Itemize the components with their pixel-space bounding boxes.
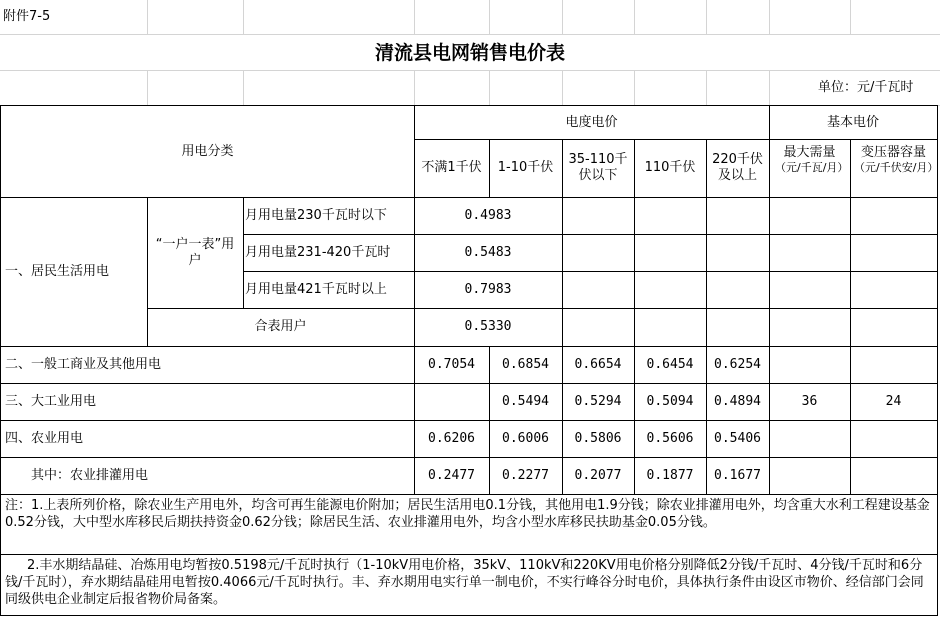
- empty-cell: [850, 197, 938, 235]
- row-irrigation-v5: 0.1677: [706, 457, 770, 495]
- max-demand-unit: （元/千瓦/月）: [775, 161, 849, 174]
- gridline: [489, 70, 490, 106]
- row-commercial-v1: 0.7054: [414, 346, 490, 384]
- empty-cell: [769, 234, 851, 272]
- row-commercial-v2: 0.6854: [489, 346, 563, 384]
- row-agriculture-demand: [769, 420, 851, 458]
- row-commercial-capacity: [850, 346, 938, 384]
- row-irrigation-v2: 0.2277: [489, 457, 563, 495]
- row-agriculture-v1: 0.6206: [414, 420, 490, 458]
- empty-cell: [562, 234, 635, 272]
- category-header: 用电分类: [0, 105, 415, 198]
- row-industry-demand: 36: [769, 383, 851, 421]
- empty-cell: [769, 308, 851, 347]
- shared-meter-price: 0.5330: [414, 308, 563, 347]
- gridline: [769, 0, 770, 35]
- row-industry-v1: [414, 383, 490, 421]
- row-agriculture-label: 四、农业用电: [0, 420, 415, 458]
- row-commercial-v4: 0.6454: [634, 346, 707, 384]
- row-industry-v3: 0.5294: [562, 383, 635, 421]
- empty-cell: [634, 197, 707, 235]
- household-label: “一户一表”用户: [147, 197, 244, 309]
- gridline: [414, 70, 415, 106]
- row-commercial-label: 二、一般工商业及其他用电: [0, 346, 415, 384]
- row-commercial-v5: 0.6254: [706, 346, 770, 384]
- gridline: [489, 0, 490, 35]
- empty-cell: [850, 271, 938, 309]
- shared-meter-label: 合表用户: [147, 308, 415, 347]
- gridline: [706, 0, 707, 35]
- gridline: [243, 0, 244, 35]
- row-agriculture-v3: 0.5806: [562, 420, 635, 458]
- gridline: [562, 70, 563, 106]
- gridline: [562, 0, 563, 35]
- transformer-label: 变压器容量: [860, 145, 926, 160]
- row-industry-capacity: 24: [850, 383, 938, 421]
- empty-cell: [634, 271, 707, 309]
- transformer-unit: （元/千伏安/月）: [854, 161, 939, 174]
- empty-cell: [562, 308, 635, 347]
- row-agriculture-v2: 0.6006: [489, 420, 563, 458]
- empty-cell: [706, 271, 770, 309]
- volt-lt1-header: 不满1千伏: [414, 139, 490, 198]
- gridline: [634, 70, 635, 106]
- empty-cell: [562, 197, 635, 235]
- row-irrigation-capacity: [850, 457, 938, 495]
- row-irrigation-label: 其中：农业排灌用电: [0, 457, 415, 495]
- unit-label: 单位：元/千瓦时: [818, 80, 914, 95]
- tier2-price: 0.5483: [414, 234, 563, 272]
- row-agriculture-capacity: [850, 420, 938, 458]
- gridline: [147, 70, 148, 106]
- row-agriculture-v4: 0.5606: [634, 420, 707, 458]
- empty-cell: [769, 271, 851, 309]
- empty-cell: [706, 308, 770, 347]
- tier2-label: 月用电量231-420千瓦时: [243, 234, 415, 272]
- empty-cell: [850, 308, 938, 347]
- note-2: 2.丰水期结晶硅、冶炼用电均暂按0.5198元/千瓦时执行（1-10kV用电价格，35kV、110kV和220KV用电价格分别降低2分钱/千瓦时、4分钱/千瓦时和6分钱/千瓦时），弃水期结晶硅用电暂按0.4066元/千瓦时执行。丰、弃水期用电实行单一制电价，不实行峰谷分时电价，具体执行条件由设区市物价、经信部门会同同级供电企业制定后报省物价局备案。: [0, 554, 938, 616]
- volt-1-10-header: 1-10千伏: [489, 139, 563, 198]
- volt-35-110-header: 35-110千伏以下: [562, 139, 635, 198]
- row-industry-label: 三、大工业用电: [0, 383, 415, 421]
- empty-cell: [706, 197, 770, 235]
- page-title: 清流县电网销售电价表: [374, 41, 565, 64]
- basic-price-header: 基本电价: [769, 105, 938, 140]
- kwh-price-header: 电度电价: [414, 105, 770, 140]
- tier1-price: 0.4983: [414, 197, 563, 235]
- row-irrigation-v3: 0.2077: [562, 457, 635, 495]
- max-demand-label: 最大需量: [783, 145, 836, 160]
- residential-label: 一、居民生活用电: [0, 197, 148, 347]
- row-irrigation-demand: [769, 457, 851, 495]
- gridline: [414, 0, 415, 35]
- gridline: [634, 0, 635, 35]
- empty-cell: [634, 234, 707, 272]
- tier3-label: 月用电量421千瓦时以上: [243, 271, 415, 309]
- note-1: 注：1.上表所列价格，除农业生产用电外，均含可再生能源电价附加；居民生活用电0.1分钱，其他用电1.9分钱；除农业排灌用电外，均含重大水利工程建设基金0.52分钱，大中型水库移民后期扶持资金0.62分钱；除居民生活、农业排灌用电外，均含小型水库移民扶助基金0.05分钱。: [0, 494, 938, 555]
- empty-cell: [769, 197, 851, 235]
- tier3-price: 0.7983: [414, 271, 563, 309]
- row-commercial-demand: [769, 346, 851, 384]
- empty-cell: [850, 234, 938, 272]
- volt-110-header: 110千伏: [634, 139, 707, 198]
- gridline: [706, 70, 707, 106]
- row-industry-v4: 0.5094: [634, 383, 707, 421]
- gridline: [243, 70, 244, 106]
- empty-cell: [706, 234, 770, 272]
- volt-220-header: 220千伏及以上: [706, 139, 770, 198]
- gridline: [0, 70, 940, 71]
- row-industry-v2: 0.5494: [489, 383, 563, 421]
- row-irrigation-v4: 0.1877: [634, 457, 707, 495]
- transformer-header: [850, 139, 938, 198]
- gridline: [850, 0, 851, 35]
- gridline: [147, 0, 148, 35]
- row-commercial-v3: 0.6654: [562, 346, 635, 384]
- gridline: [769, 70, 770, 106]
- attachment-label: 附件7-5: [3, 9, 51, 24]
- row-irrigation-v1: 0.2477: [414, 457, 490, 495]
- empty-cell: [634, 308, 707, 347]
- max-demand-header: [769, 139, 851, 198]
- tier1-label: 月用电量230千瓦时以下: [243, 197, 415, 235]
- row-agriculture-v5: 0.5406: [706, 420, 770, 458]
- row-industry-v5: 0.4894: [706, 383, 770, 421]
- empty-cell: [562, 271, 635, 309]
